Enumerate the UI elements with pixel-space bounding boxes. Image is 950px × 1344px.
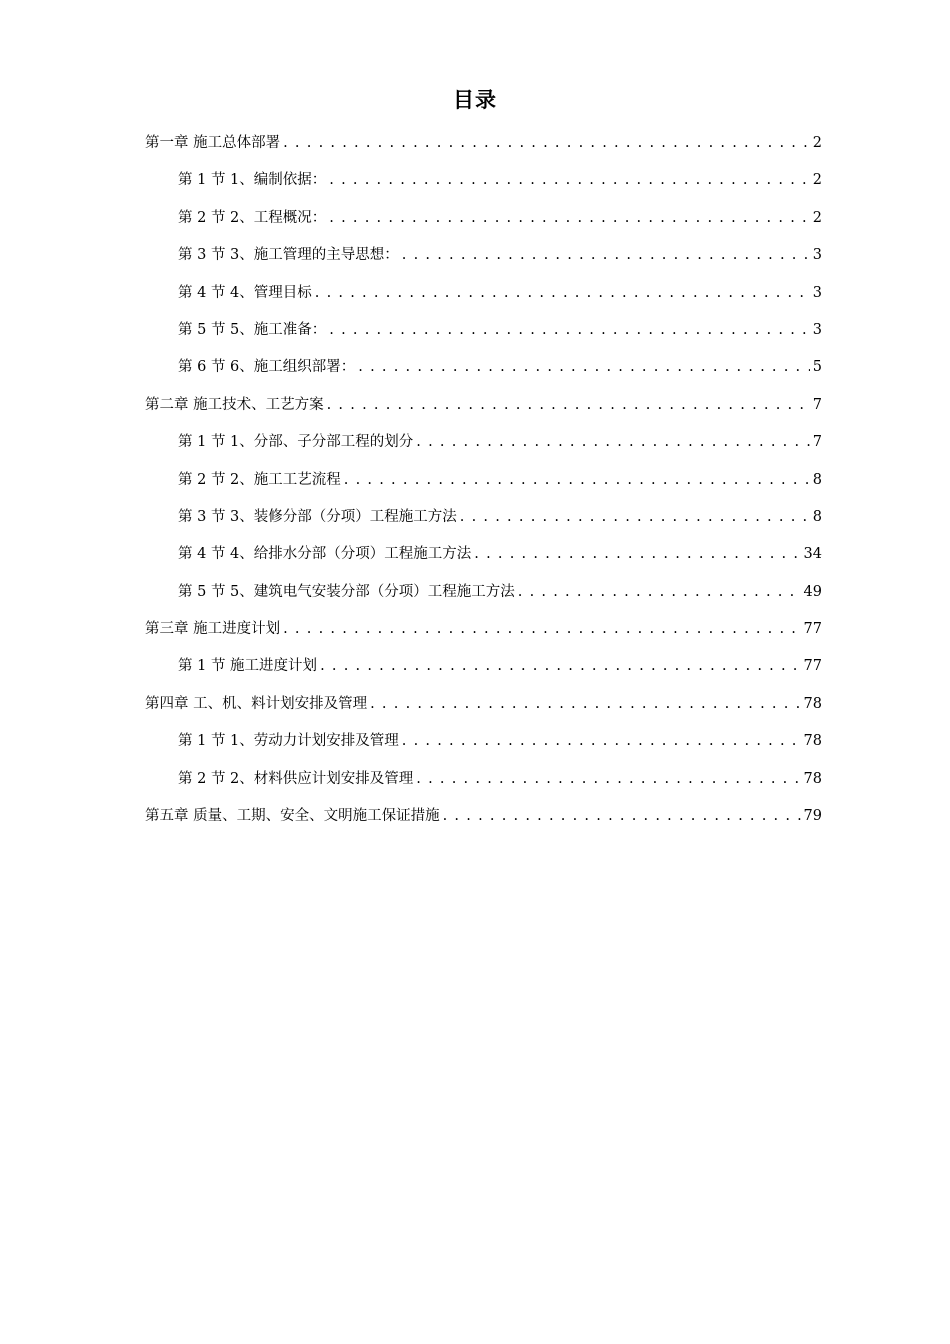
toc-section-entry[interactable] [145, 541, 822, 578]
toc-dot-leader [315, 280, 810, 306]
toc-dot-leader [329, 167, 809, 193]
toc-section-entry[interactable] [145, 205, 822, 242]
toc-entry-text: 第 2 节 2、施工工艺流程 [178, 471, 341, 488]
toc-section-entry[interactable] [145, 653, 822, 690]
toc-dot-leader [283, 130, 810, 156]
toc-section-entry[interactable] [145, 429, 822, 466]
toc-entry-text: 第五章 质量、工期、安全、文明施工保证措施 [145, 808, 440, 825]
toc-section-entry[interactable] [145, 467, 822, 504]
toc-section-entry[interactable] [145, 579, 822, 616]
toc-dot-leader [358, 354, 809, 380]
toc-page-number: 2 [812, 172, 822, 189]
toc-dot-leader [402, 242, 810, 268]
toc-dot-leader [416, 766, 800, 792]
toc-chapter-entry[interactable] [145, 803, 822, 840]
toc-title: 目录 [453, 88, 497, 112]
toc-page-number: 77 [803, 658, 822, 675]
toc-section-entry[interactable] [145, 766, 822, 803]
toc-dot-leader [402, 728, 801, 754]
toc-dot-leader [283, 616, 800, 642]
toc-dot-leader [344, 467, 810, 493]
toc-entry-text: 第 5 节 5、建筑电气安装分部（分项）工程施工方法 [178, 583, 515, 600]
toc-page-number: 78 [803, 770, 822, 787]
toc-page-number: 3 [812, 321, 822, 338]
toc-dot-leader [460, 504, 810, 530]
toc-entry-text: 第 1 节 1、编制依据： [178, 172, 327, 189]
toc-page-number: 79 [803, 808, 822, 825]
toc-section-entry[interactable] [145, 504, 822, 541]
toc-page-number: 8 [812, 508, 822, 525]
toc-page-number: 78 [803, 733, 822, 750]
toc-page-number: 7 [812, 396, 822, 413]
toc-section-entry[interactable] [145, 728, 822, 765]
toc-dot-leader [327, 392, 810, 418]
toc-entry-text: 第 2 节 2、工程概况： [178, 209, 327, 226]
toc-page-number: 2 [812, 135, 822, 151]
toc-entry-text: 第 4 节 4、管理目标 [178, 284, 312, 301]
toc-dot-leader [329, 317, 809, 343]
toc-page-number: 5 [812, 359, 822, 376]
toc-entry-text: 第 6 节 6、施工组织部署： [178, 359, 356, 376]
toc-section-entry[interactable] [145, 242, 822, 279]
toc-chapter-entry[interactable] [145, 616, 822, 653]
toc-entry-text: 第 5 节 5、施工准备： [178, 321, 327, 338]
toc-entry-text: 第一章 施工总体部署 [145, 135, 281, 151]
toc-entry-text: 第 1 节 施工进度计划 [178, 658, 318, 675]
toc-dot-leader [329, 205, 809, 231]
toc-dot-leader [416, 429, 809, 455]
toc-dot-leader [320, 653, 800, 679]
toc-dot-leader [370, 691, 800, 717]
toc-list [145, 130, 822, 840]
toc-entry-text: 第 1 节 1、劳动力计划安排及管理 [178, 733, 399, 750]
toc-entry-text: 第 3 节 3、装修分部（分项）工程施工方法 [178, 508, 457, 525]
toc-page-number: 2 [812, 209, 822, 226]
toc-chapter-entry[interactable] [145, 392, 822, 429]
toc-entry-text: 第 1 节 1、分部、子分部工程的划分 [178, 434, 414, 451]
toc-chapter-entry[interactable] [145, 130, 822, 167]
toc-section-entry[interactable] [145, 354, 822, 391]
toc-entry-text: 第四章 工、机、料计划安排及管理 [145, 695, 368, 712]
toc-dot-leader [443, 803, 801, 829]
toc-section-entry[interactable] [145, 317, 822, 354]
toc-entry-text: 第二章 施工技术、工艺方案 [145, 396, 324, 413]
toc-page-number: 78 [803, 695, 822, 712]
toc-page-number: 3 [812, 247, 822, 264]
toc-entry-text: 第 2 节 2、材料供应计划安排及管理 [178, 770, 414, 787]
toc-page-number: 77 [803, 621, 822, 638]
toc-page-number: 34 [803, 546, 822, 563]
toc-entry-text: 第三章 施工进度计划 [145, 621, 281, 638]
toc-dot-leader [474, 541, 800, 567]
toc-dot-leader [518, 579, 801, 605]
toc-section-entry[interactable] [145, 280, 822, 317]
toc-section-entry[interactable] [145, 167, 822, 204]
toc-entry-text: 第 3 节 3、施工管理的主导思想： [178, 247, 399, 264]
toc-page-number: 3 [812, 284, 822, 301]
toc-chapter-entry[interactable] [145, 691, 822, 728]
toc-page-number: 49 [803, 583, 822, 600]
toc-page-number: 7 [812, 434, 822, 451]
toc-page-number: 8 [812, 471, 822, 488]
toc-entry-text: 第 4 节 4、给排水分部（分项）工程施工方法 [178, 546, 472, 563]
